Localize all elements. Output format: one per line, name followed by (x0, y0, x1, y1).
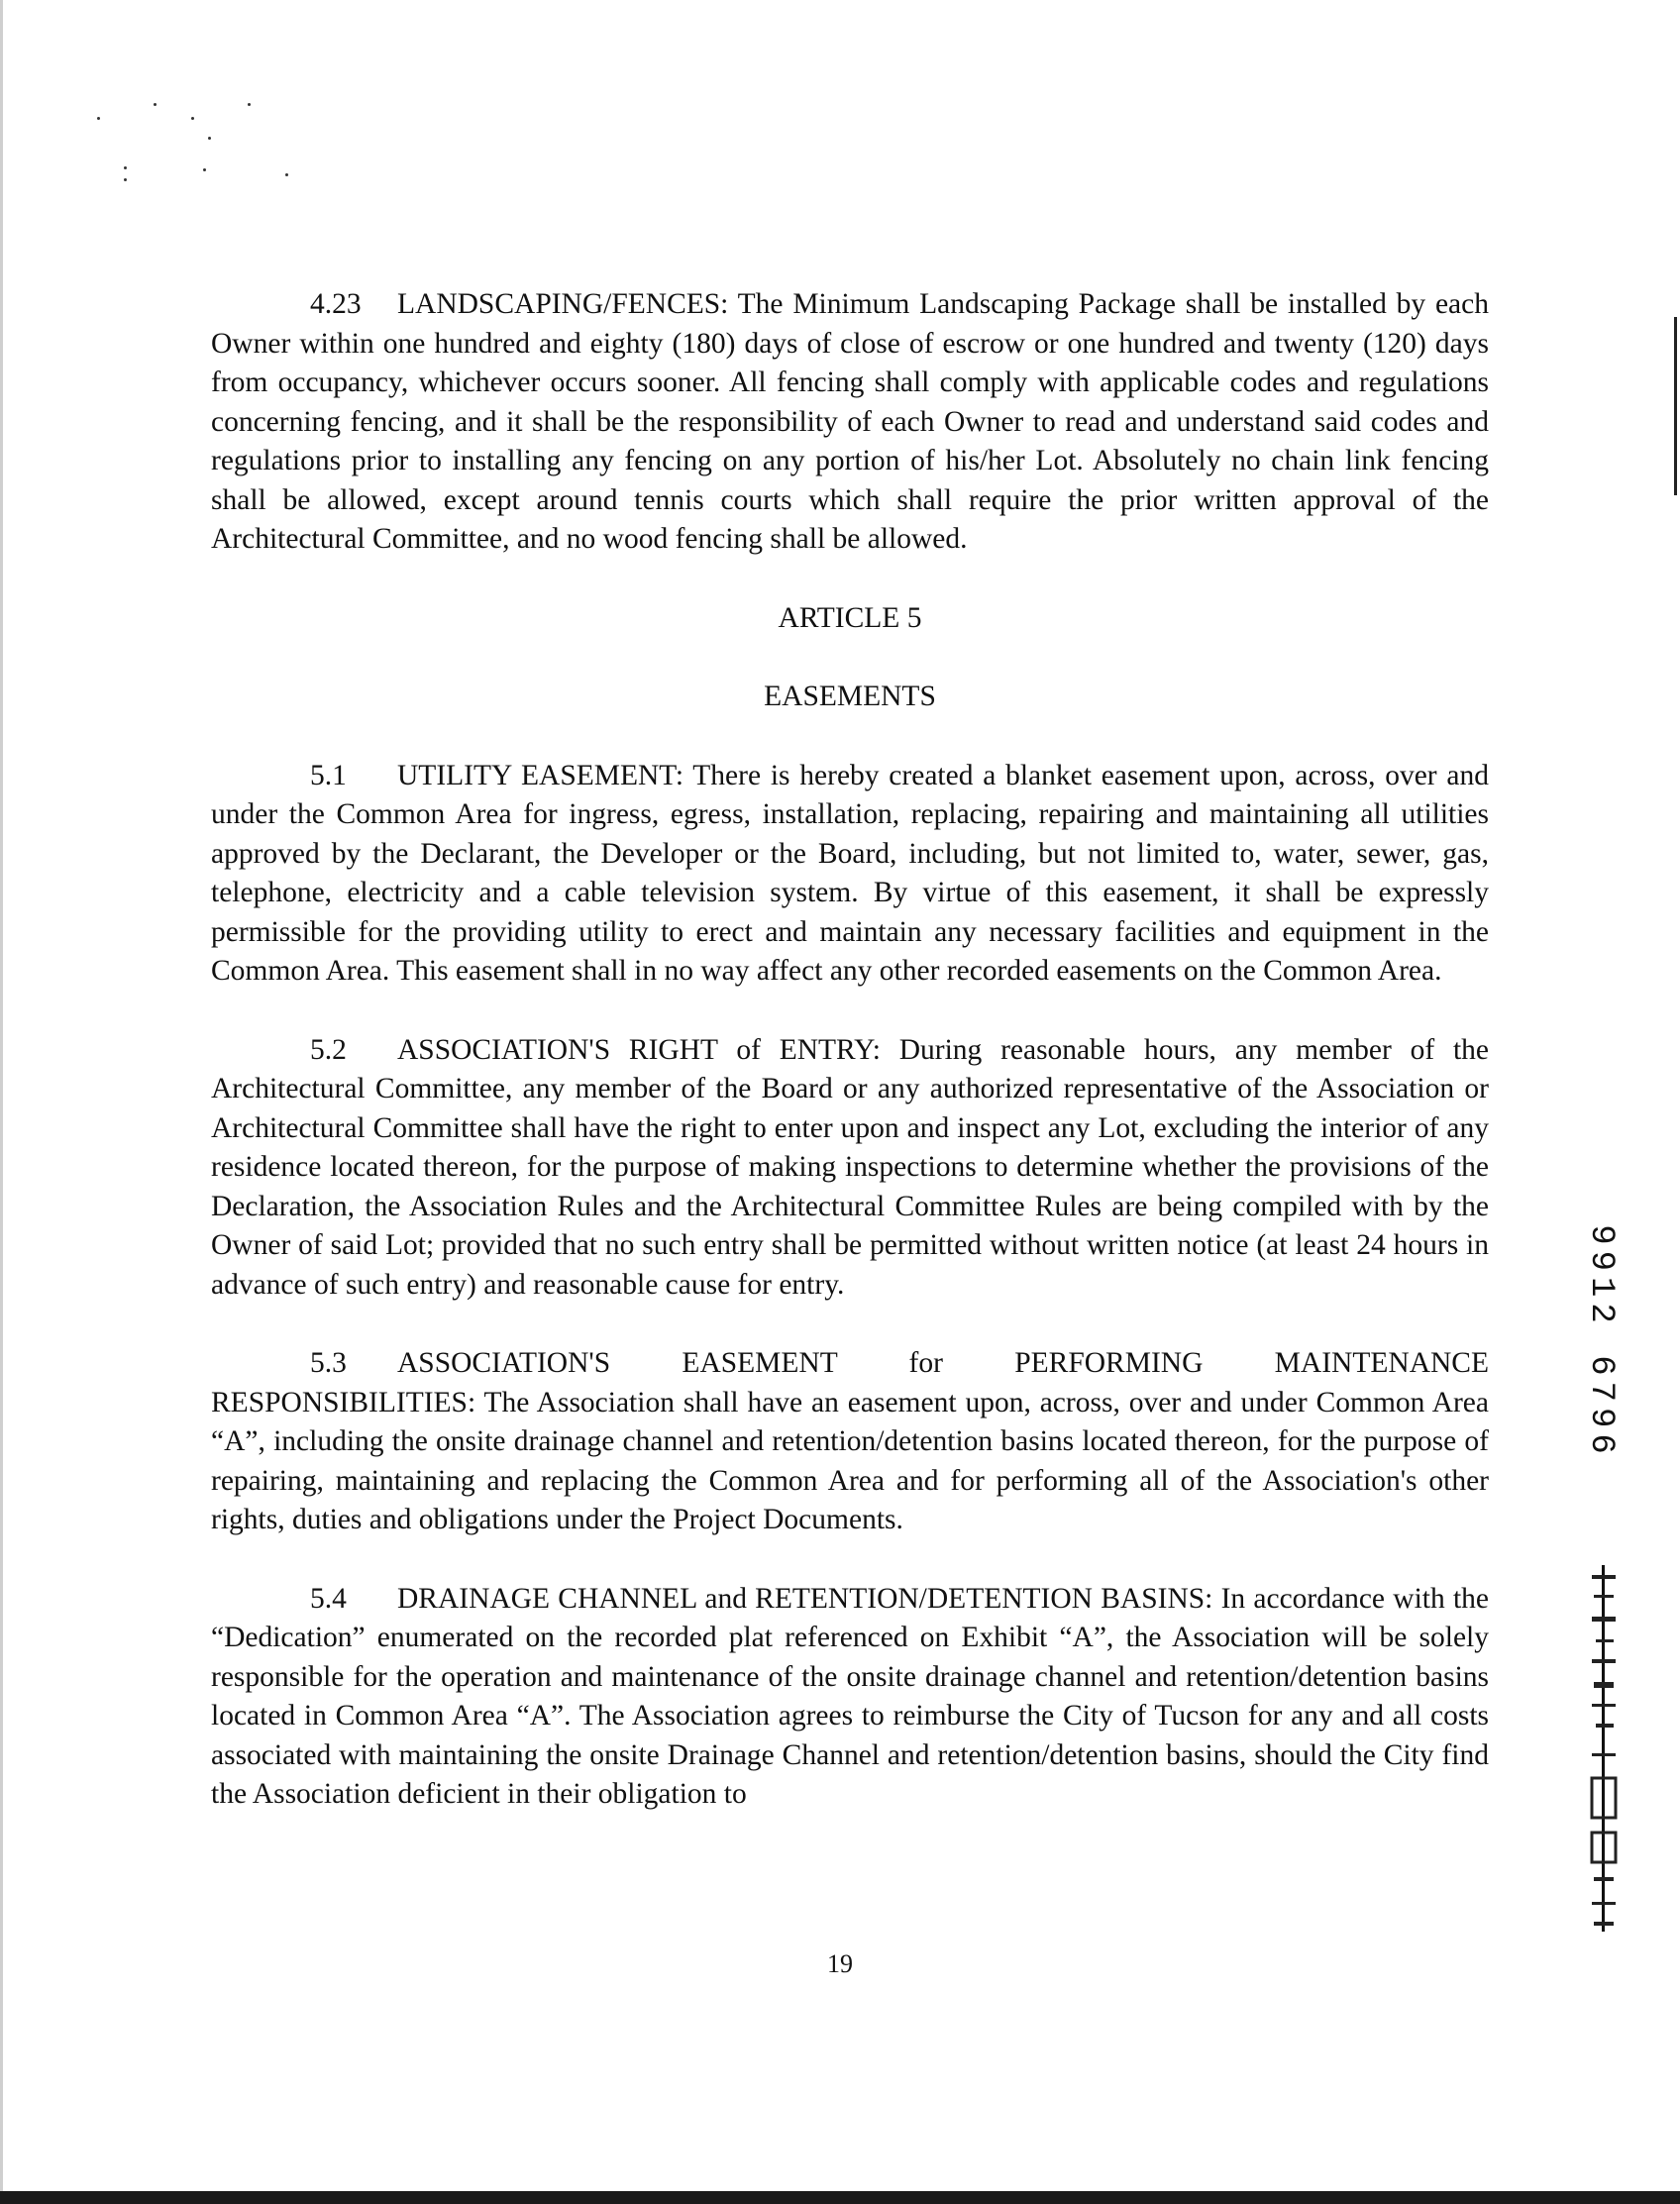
recording-stamp (1573, 1174, 1620, 1511)
section-5-3 (211, 1344, 1489, 1540)
section-text: DRAINAGE CHANNEL and RETENTION/DETENTION BASINS: In accordance with the “Dedication” enumerated on the recorded plat referenced on Exhibit “A”, the Association will be solely responsible for the operation and maintenance of the onsite drainage channel and retention/detention basins located in Common Area “A”. The Association agrees to reimburse the City of Tucson for any and all costs associated with maintaining the onsite Drainage Channel and retention/detention basins, should the City find the Association deficient in their obligation to (211, 1582, 1489, 1810)
recording-stamp-text: 9912 6796 (1582, 1224, 1620, 1460)
scan-speckle (124, 178, 127, 181)
scan-speckle (124, 166, 127, 169)
section-number: 5.3 (310, 1347, 347, 1379)
scan-speckle (154, 103, 157, 106)
section-number: 5.4 (310, 1582, 347, 1615)
scan-speckle (97, 117, 100, 120)
scan-left-edge (0, 0, 3, 2204)
article-title: ARTICLE 5 (778, 601, 922, 634)
section-text: LANDSCAPING/FENCES: The Minimum Landscaping Package shall be installed by each Owner within one hundred and eighty (180) days of close of escrow or one hundred and twenty (120) days from occupancy, whichever occurs sooner. All fencing shall comply with applicable codes and regulations concerning fencing, and it shall be the responsibility of each Owner to read and understand said codes and regulations prior to installing any fencing on any portion of his/her Lot. Absolutely no chain link fencing shall be allowed, except around tennis courts which shall require the prior written approval of the Architectural Committee, and no wood fencing shall be allowed. (211, 288, 1489, 555)
section-number: 5.2 (310, 1033, 347, 1066)
scan-speckle (285, 173, 288, 176)
scan-speckle (203, 168, 206, 171)
scan-speckle (208, 137, 211, 140)
section-5-4 (211, 1580, 1489, 1815)
section-5-2 (211, 1031, 1489, 1306)
section-5-1 (211, 757, 1489, 992)
scan-right-edge-mark (1674, 317, 1677, 495)
scan-speckle (248, 103, 251, 106)
section-text: ASSOCIATION'S RIGHT of ENTRY: During reasonable hours, any member of the Architectural Committee, any member of the Board or any authorized representative of the Association or Architectural Committee shall have the right to enter upon and inspect any Lot, excluding the interior of any residence located thereon, for the purpose of making inspections to determine whether the provisions of the Declaration, the Association Rules and the Architectural Committee Rules are being compiled with by the Owner of said Lot; provided that no such entry shall be permitted without written notice (at least 24 hours in advance of such entry) and reasonable cause for entry. (211, 1033, 1489, 1301)
scan-speckle (191, 117, 194, 120)
section-4-23 (211, 285, 1489, 560)
section-number: 5.1 (310, 759, 347, 791)
page-number: 19 (827, 1949, 853, 1978)
section-number: 4.23 (310, 288, 362, 320)
section-text: UTILITY EASEMENT: There is hereby created a blanket easement upon, across, over and under the Common Area for ingress, egress, installation, replacing, repairing and maintaining all utilities approved by the Declarant, the Developer or the Board, including, but not limited to, water, sewer, gas, telephone, electricity and a cable television system. By virtue of this easement, it shall be expressly permissible for the providing utility to erect and maintain any necessary facilities and equipment in the Common Area. This easement shall in no way affect any other recorded easements on the Common Area. (211, 759, 1489, 987)
article-subtitle: EASEMENTS (764, 681, 936, 712)
document-body (211, 285, 1489, 1854)
barcode-stamp (1590, 1565, 1618, 1932)
section-text: ASSOCIATION'S EASEMENT for PERFORMING MAINTENANCE RESPONSIBILITIES: The Association shall have an easement upon, across, over and under Common Area “A”, including the onsite drainage channel and retention/detention basins located thereon, for the purpose of repairing, maintaining and replacing the Common Area and for performing all of the Association's other rights, duties and obligations under the Project Documents. (211, 1347, 1489, 1535)
scan-bottom-edge (0, 2191, 1680, 2204)
